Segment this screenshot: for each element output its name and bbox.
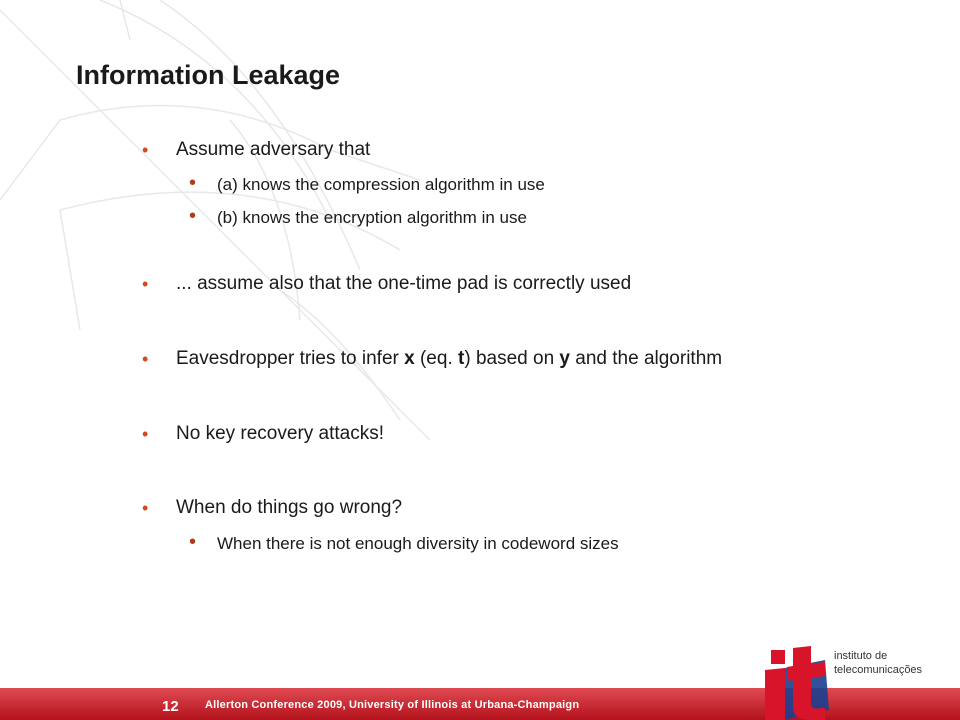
bullet-dot: • <box>142 424 149 444</box>
page-number: 12 <box>162 698 179 715</box>
bullet-item <box>142 138 371 162</box>
bullet-item <box>142 496 403 520</box>
bullet-item <box>142 422 385 446</box>
bullet-text: No key recovery attacks! <box>176 423 385 444</box>
logo-line-1: instituto de <box>834 650 888 662</box>
sub-bullet-item <box>189 205 527 229</box>
bullet-text: ... assume also that the one-time pad is correctly used <box>176 273 632 294</box>
bullet-dot: • <box>142 498 149 518</box>
bullet-dot: • <box>142 140 149 160</box>
sub-bullet-text: (a) knows the compression algorithm in use <box>217 175 545 194</box>
bullet-text: When do things go wrong? <box>176 497 403 518</box>
slide-title: Information Leakage <box>76 60 341 90</box>
sub-bullet-text: (b) knows the encryption algorithm in use <box>217 208 527 227</box>
sub-bullet-item <box>189 531 619 555</box>
bullet-item <box>142 272 632 296</box>
bullet-dot: • <box>142 349 149 369</box>
bullet-dot: • <box>142 274 149 294</box>
sub-bullet-dot: • <box>189 205 197 227</box>
footer-text: Allerton Conference 2009, University of Illinois at Urbana-Champaign <box>205 699 580 711</box>
sub-bullet-dot: • <box>189 531 197 553</box>
sub-bullet-dot: • <box>189 172 197 194</box>
sub-bullet-item <box>189 172 545 196</box>
logo-text <box>834 649 922 677</box>
bullet-text: Assume adversary that <box>176 139 371 160</box>
bullet-text: Eavesdropper tries to infer x (eq. t) based on y and the algorithm <box>176 348 723 369</box>
bullet-item <box>142 347 723 371</box>
logo-line-2: telecomunicações <box>834 664 923 676</box>
sub-bullet-text: When there is not enough diversity in codeword sizes <box>217 534 619 553</box>
